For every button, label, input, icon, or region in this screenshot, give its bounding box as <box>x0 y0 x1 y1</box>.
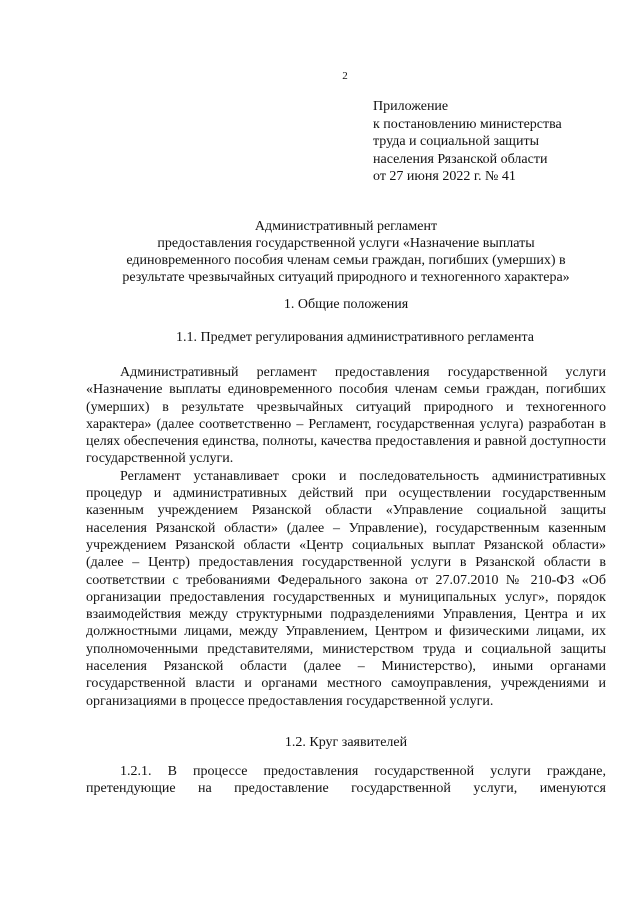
body-text <box>86 364 606 710</box>
appendix-line: населения Рязанской области <box>373 151 548 167</box>
appendix-line: труда и социальной защиты <box>373 134 539 149</box>
title-line: Административный регламент <box>254 219 438 234</box>
title-line: предоставления государственной услуги «Назначение выплаты <box>157 236 535 251</box>
body-text-applicants <box>86 763 606 798</box>
appendix-line: Приложение <box>373 99 449 114</box>
paragraph: 1.2.1. В процессе предоставления государственной услуги граждане, претендующие на предоставление государственной услуги, именуются <box>86 764 606 797</box>
appendix-line: к постановлению министерства <box>373 116 562 132</box>
document-title <box>86 218 606 286</box>
page-number: 2 <box>342 70 348 82</box>
paragraph: Административный регламент предоставления государственной услуги «Назначение выплаты единовременного пособия членам семьи граждан, погибших (умерших) в результате чрезвычайных ситуаций природного и техногенного характера» (далее соответственно – Регламент, государственная услуга) разработан в целях обеспечения единства, полноты, качества предоставления и равной доступности государственной услуги. <box>86 365 606 467</box>
appendix-line: от 27 июня 2022 г. № 41 <box>373 169 516 184</box>
subsection-heading-subject: 1.1. Предмет регулирования административного регламента <box>176 330 534 345</box>
title-line: результате чрезвычайных ситуаций природного и техногенного характера» <box>122 270 570 285</box>
title-line: единовременного пособия членам семьи граждан, погибших (умерших) в <box>126 253 566 268</box>
appendix-header <box>373 98 562 186</box>
section-heading-general: 1. Общие положения <box>283 297 409 312</box>
subsection-heading-applicants: 1.2. Круг заявителей <box>284 735 408 750</box>
paragraph: Регламент устанавливает сроки и последовательность административных процедур и административных действий при осуществлении государственным казенным учреждением Рязанской области «Управление социальной защиты населения Рязанской области» (далее – Управление), государственным казенным учреждением Рязанской области «Центр социальных выплат Рязанской области» (далее – Центр) предоставления государственной услуги в Рязанской области в соответствии с требованиями Федерального закона от 27.07.2010 № 210-ФЗ «Об организации предоставления государственных и муниципальных услуг», порядок взаимодействия между структурными подразделениями Управления, Центра и их должностными лицами, между Управлением, Центром и физическими лицами, их уполномоченными представителями, министерством труда и социальной защиты населения Рязанской области (далее – Министерство), иными органами государственной власти и органами местного самоуправления, учреждениями и организациями в процессе предоставления государственной услуги. <box>86 468 606 709</box>
